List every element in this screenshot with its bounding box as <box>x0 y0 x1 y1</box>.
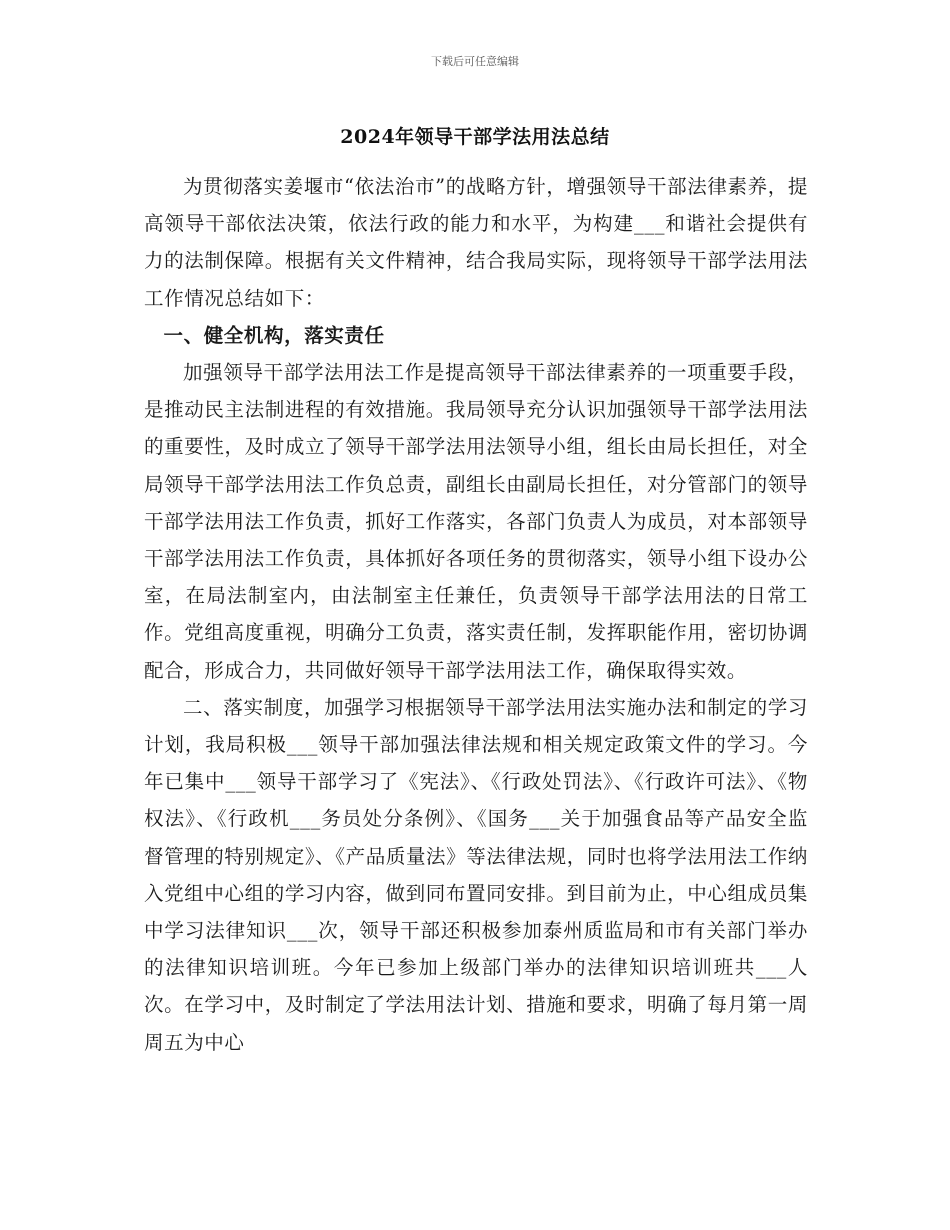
intro-paragraph: 为贯彻落实姜堰市“依法治市”的战略方针，增强领导干部法律素养，提高领导干部依法决策，依法行政的能力和水平，为构建___和谐社会提供有力的法制保障。根据有关文件精神，结合我局实际，现将领导干部学法用法工作情况总结如下： <box>144 175 808 310</box>
page-header-note: 下载后可任意编辑 <box>431 55 519 68</box>
section-1-heading: 一、健全机构，落实责任 <box>163 323 385 347</box>
section-1-paragraph: 加强领导干部学法用法工作是提高领导干部法律素养的一项重要手段，是推动民主法制进程的有效措施。我局领导充分认识加强领导干部学法用法的重要性，及时成立了领导干部学法用法领导小组，组长由局长担任，对全局领导干部学法用法工作负总责，副组长由副局长担任，对分管部门的领导干部学法用法工作负责，抓好工作落实，各部门负责人为成员，对本部领导干部学法用法工作负责，具体抓好各项任务的贯彻落实，领导小组下设办公室，在局法制室内，由法制室主任兼任，负责领导干部学法用法的日常工作。党组高度重视，明确分工负责，落实责任制，发挥职能作用，密切协调配合，形成合力，共同做好领导干部学法用法工作，确保取得实效。 <box>144 361 808 682</box>
section-2-paragraph: 二、落实制度，加强学习根据领导干部学法用法实施办法和制定的学习计划，我局积极___领导干部加强法律法规和相关规定政策文件的学习。今年已集中___领导干部学习了《宪法》、《行政处罚法》、《行政许可法》、《物权法》、《行政机___务员处分条例》、《国务___关于加强食品等产品安全监督管理的特别规定》、《产品质量法》等法律法规，同时也将学法用法工作纳入党组中心组的学习内容，做到同布置同安排。到目前为止，中心组成员集中学习法律知识___次，领导干部还积极参加泰州质监局和市有关部门举办的法律知识培训班。今年已参加上级部门举办的法律知识培训班共___人次。在学习中，及时制定了学法用法计划、措施和要求，明确了每月第一周周五为中心 <box>144 695 808 1054</box>
document-body <box>144 168 808 1061</box>
document-title: 2024年领导干部学法用法总结 <box>340 126 610 148</box>
